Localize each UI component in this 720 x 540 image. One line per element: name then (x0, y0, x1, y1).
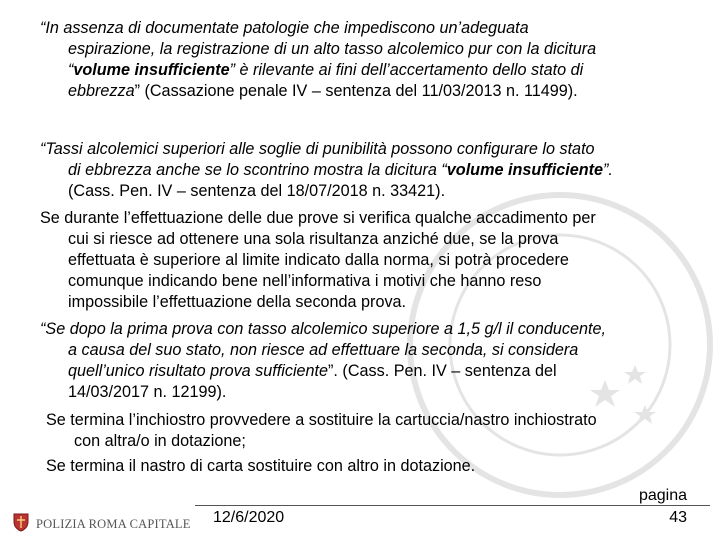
text-line (40, 160, 700, 181)
text-segment: 14/03/2017 n. 12199). (68, 383, 227, 401)
text-segment: volume insufficiente (73, 61, 230, 79)
text-segment: Se termina l’inchiostro provvedere a sostituire la cartuccia/nastro inchiostrato (46, 411, 597, 429)
text-line (40, 271, 700, 292)
text-line (40, 181, 700, 202)
text-line (40, 139, 700, 160)
police-crest-icon (12, 512, 30, 537)
text-line (40, 319, 700, 340)
text-segment: ”. (Cass. Pen. IV – sentenza del (328, 362, 557, 380)
page-number: 43 (669, 509, 687, 526)
text-segment: “ (68, 61, 74, 79)
text-segment: “Tassi alcolemici superiori alle soglie di punibilità possono configurare lo stato (40, 140, 595, 158)
text-segment: quell’unico risultato prova sufficiente (68, 362, 329, 380)
text-segment: effettuata è superiore al limite indicato dalla norma, si potrà procedere (68, 251, 569, 269)
text-line (40, 81, 700, 102)
page-indicator (639, 485, 687, 529)
text-segment: comunque indicando bene nell’informativa i motivi che hanno reso (68, 272, 542, 290)
text-line (46, 410, 706, 431)
text-line (40, 382, 700, 403)
paragraph-2 (40, 139, 700, 202)
footer-logo (12, 512, 191, 537)
page-label: pagina (638, 487, 687, 504)
text-segment: espirazione, la registrazione di un alto tasso alcolemico pur con la dicitura (68, 40, 597, 58)
text-segment: “In assenza di documentate patologie che impediscono un’adeguata (40, 19, 529, 37)
text-line (40, 229, 700, 250)
text-segment: Se termina il nastro di carta sostituire con altro in dotazione. (46, 457, 476, 475)
text-segment: con altra/o in dotazione; (74, 432, 246, 450)
footer-date: 12/6/2020 (213, 509, 285, 526)
paragraph-6 (46, 456, 706, 477)
text-line (40, 340, 700, 361)
paragraph-3 (40, 208, 700, 313)
footer-divider (195, 505, 710, 506)
text-segment: a causa del suo stato, non riesce ad effettuare la seconda, si considera (68, 341, 579, 359)
text-segment: cui si riesce ad ottenere una sola risultanza anziché due, se la prova (68, 230, 559, 248)
text-segment: “Se dopo la prima prova con tasso alcolemico superiore a 1,5 g/l il conducente, (40, 320, 606, 338)
text-line (40, 361, 700, 382)
text-line (40, 18, 700, 39)
text-line (40, 60, 700, 81)
text-line (40, 39, 700, 60)
text-segment: volume insufficiente (446, 161, 604, 179)
text-segment: (Cass. Pen. IV – sentenza del 18/07/2018 n. 33421). (68, 182, 446, 200)
footer-logo-text: POLIZIA ROMA CAPITALE (36, 517, 191, 531)
paragraph-5 (46, 410, 706, 452)
text-segment: ”. (603, 161, 613, 179)
text-segment: ” è rilevante ai fini dell’accertamento dello stato di (229, 61, 584, 79)
text-segment: Se durante l’effettuazione delle due prove si verifica qualche accadimento per (40, 209, 596, 227)
text-line (46, 456, 706, 477)
text-line (40, 208, 700, 229)
text-segment: di ebbrezza anche se lo scontrino mostra la dicitura “ (68, 161, 447, 179)
text-line (40, 250, 700, 271)
text-line (46, 431, 706, 452)
text-segment: ebbrezza (68, 82, 135, 100)
text-line (40, 292, 700, 313)
paragraph-4 (40, 319, 700, 403)
paragraph-1 (40, 18, 700, 102)
text-segment: ” (Cassazione penale IV – sentenza del 11/03/2013 n. 11499). (134, 82, 578, 100)
text-segment: impossibile l’effettuazione della seconda prova. (68, 293, 407, 311)
